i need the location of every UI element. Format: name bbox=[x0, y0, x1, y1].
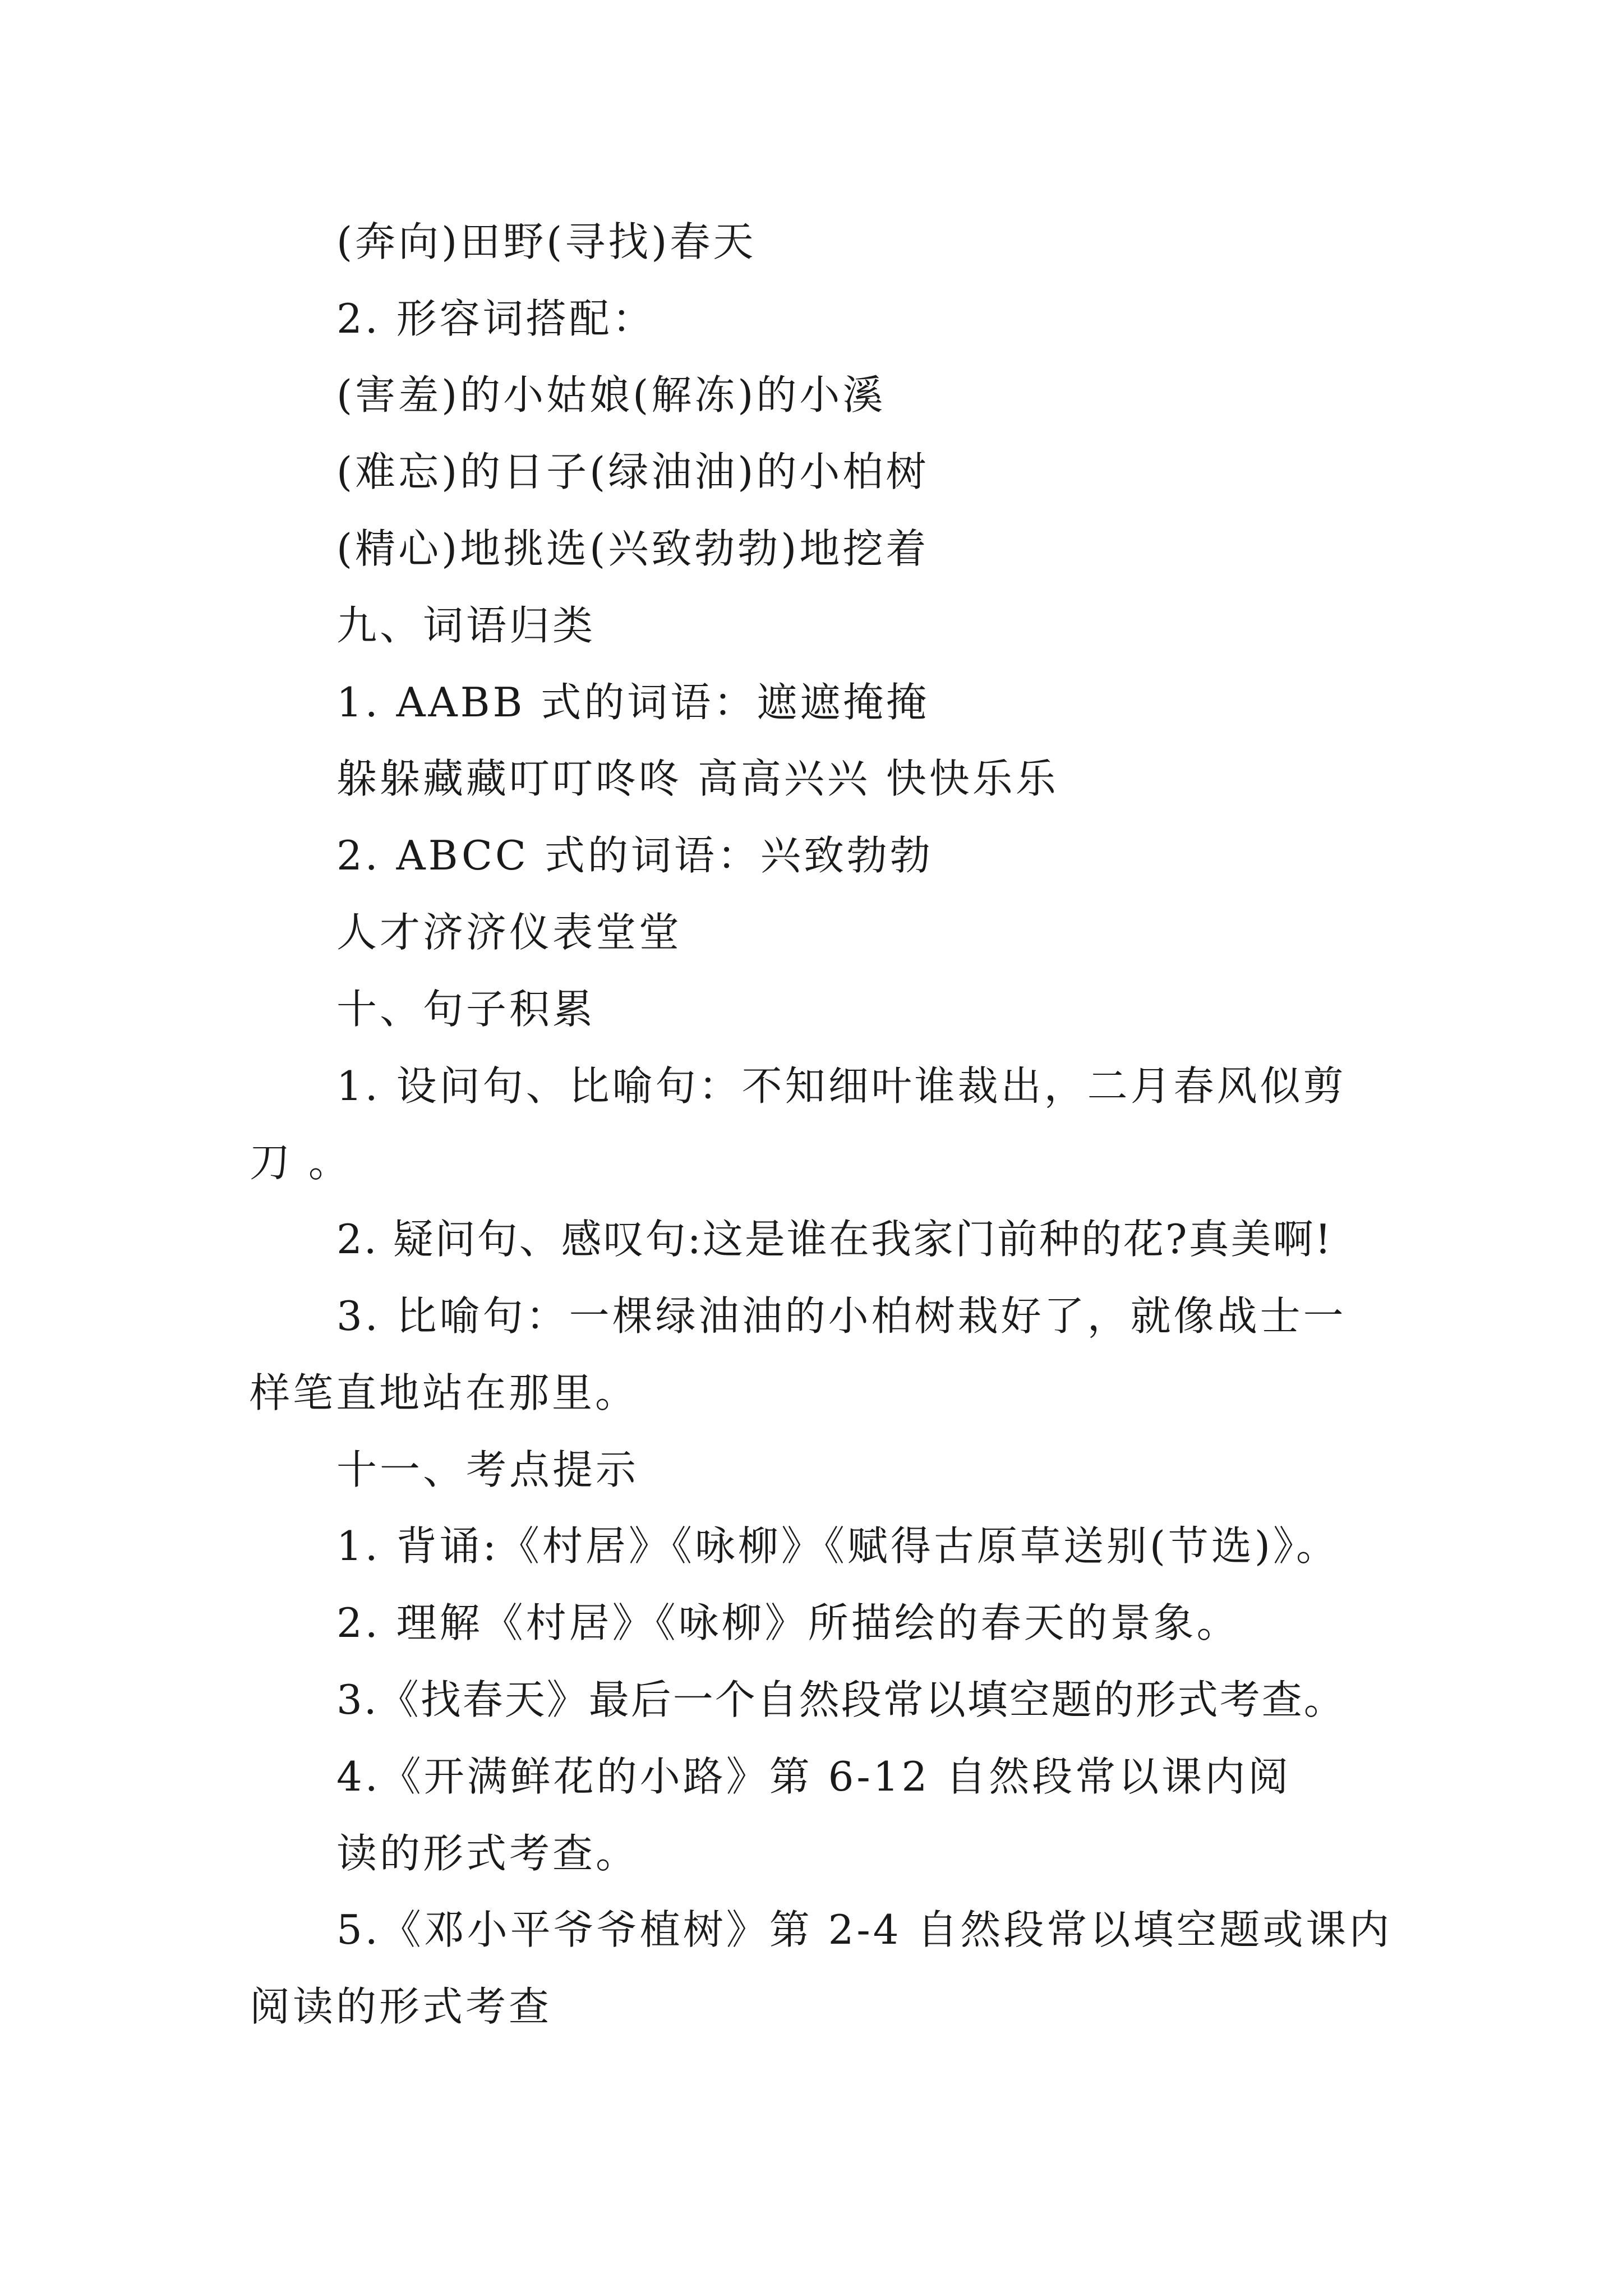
text-line: 4.《开满鲜花的小路》第 6-12 自然段常以课内阅 bbox=[336, 1753, 1292, 1800]
text-line: 样笔直地站在那里。 bbox=[250, 1369, 639, 1416]
text-line: 刀 。 bbox=[250, 1139, 352, 1186]
text-line: 读的形式考查。 bbox=[336, 1830, 639, 1877]
text-line: 2. ABCC 式的词语：兴致勃勃 bbox=[336, 832, 933, 879]
text-line: 3. 比喻句：一棵绿油油的小柏树栽好了，就像战士一 bbox=[336, 1292, 1347, 1340]
section-heading: 九、词语归类 bbox=[336, 602, 596, 649]
section-heading: 十一、考点提示 bbox=[336, 1446, 639, 1493]
text-line: 1. 设问句、比喻句：不知细叶谁裁出，二月春风似剪 bbox=[336, 1062, 1347, 1110]
text-line: 3.《找春天》最后一个自然段常以填空题的形式考查。 bbox=[336, 1676, 1346, 1723]
text-line: 阅读的形式考查 bbox=[250, 1983, 552, 2030]
text-line: (难忘)的日子(绿油油)的小柏树 bbox=[336, 448, 929, 495]
text-line: 2. 疑问句、感叹句:这是谁在我家门前种的花?真美啊! bbox=[336, 1216, 1333, 1263]
text-line: 1. 背诵:《村居》《咏柳》《赋得古原草送别(节选)》。 bbox=[336, 1522, 1340, 1570]
text-line: 1. AABB 式的词语：遮遮掩掩 bbox=[336, 679, 930, 726]
text-line: 躲躲藏藏叮叮咚咚 高高兴兴 快快乐乐 bbox=[336, 755, 1059, 802]
text-line: (害羞)的小姑娘(解冻)的小溪 bbox=[336, 371, 886, 418]
text-line: 2. 理解《村居》《咏柳》所描绘的春天的景象。 bbox=[336, 1599, 1240, 1646]
text-line: 2. 形容词搭配： bbox=[336, 295, 656, 342]
text-line: (精心)地挑选(兴致勃勃)地挖着 bbox=[336, 525, 929, 572]
text-line: (奔向)田野(寻找)春天 bbox=[336, 218, 757, 265]
text-line: 5.《邓小平爷爷植树》第 2-4 自然段常以填空题或课内 bbox=[336, 1906, 1393, 1953]
section-heading: 十、句子积累 bbox=[336, 986, 596, 1033]
text-line: 人才济济仪表堂堂 bbox=[336, 909, 683, 956]
